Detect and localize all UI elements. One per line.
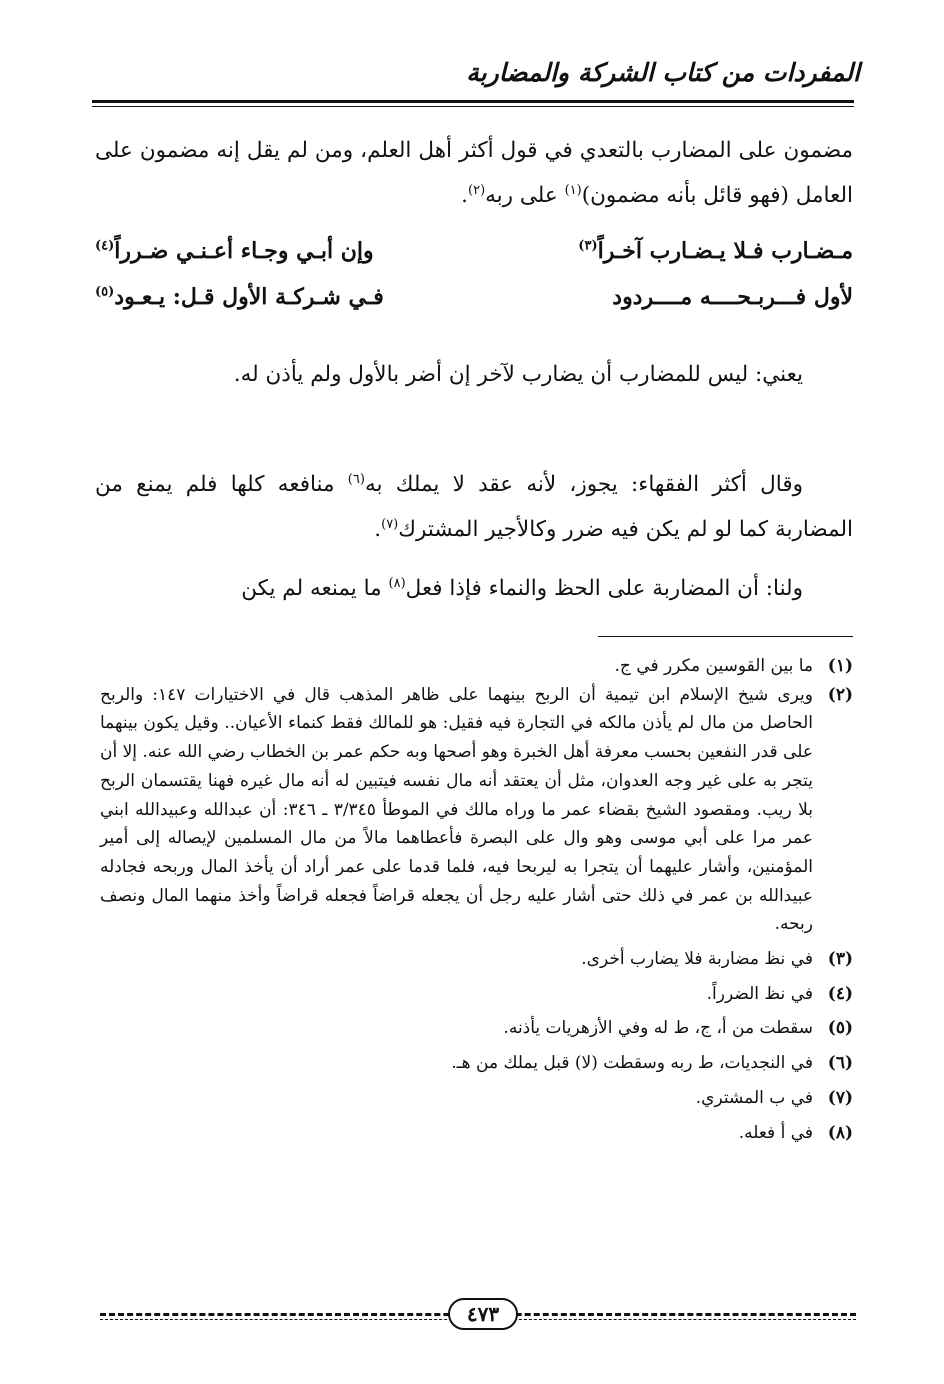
page-number: ٤٧٣ <box>448 1298 518 1330</box>
footnote-item: (٦) في النجديات، ط ربه وسقطت (لا) قبل يملك من هـ. <box>451 1053 853 1074</box>
footnote-item: (٨) في أ فعله. <box>738 1122 853 1143</box>
paragraph-argument: ولنا: أن المضاربة على الحظ والنماء فإذا فعل$^{(٨)}$ ما يمنعه لم يكن <box>241 575 803 601</box>
footnote-item: (٥) سقطت من أ، ج، ط له وفي الأزهريات يأذنه. <box>503 1018 853 1039</box>
paragraph-text: على ربه <box>485 183 565 208</box>
footnote-separator <box>598 636 853 637</box>
paragraph-jurists: وقال أكثر الفقهاء: يجوز، لأنه عقد لا يملك به$^{(٦)}$ منافعه كلها فلم يمنع من المضاربة كما لو لم يكن فيه ضرر وكالأجير المشترك$^{(٧)}$. <box>95 471 853 542</box>
footnote-ref: (٧) <box>381 516 399 532</box>
footnote-ref: (٣) <box>578 238 598 254</box>
footnote-ref: (٢) <box>468 182 486 198</box>
footnote-ref: (٦) <box>347 471 365 487</box>
page-footer <box>100 1296 856 1332</box>
running-header-title: المفردات من كتاب الشركة والمضاربة <box>466 58 860 87</box>
header-rule-top <box>92 100 854 103</box>
verse-2-first-hemistich: لأول فـــربـحــــه مــــردود <box>612 284 853 310</box>
verse-1 <box>95 238 853 284</box>
paragraph-explanation <box>95 352 853 397</box>
footnote-item: (٣) في نظ مضاربة فلا يضارب أخرى. <box>581 949 853 970</box>
footnote-item: (٧) في ب المشتري. <box>695 1087 853 1108</box>
footnote-item: (٢) ويرى شيخ الإسلام ابن تيمية أن الربح بينهما على ظاهر المذهب قال في الاختيارات ١٤٧: والربح الحاصل من مال لم يأذن مالكه في التجارة فيه فقيل: هو للمالك فقط كنماء الأعيان.. وقيل يكون بينهما على قدر النفعين بحسب معرفة أهل الخبرة وهو أصحها وبه حكم عمر بن الخطاب رضي الله عنه. إلا أن يتجر به على غير وجه العدوان، مثل أن يعتقد أنه مال نفسه فيتبين له أنه مال غيره فهنا يقتسمان الربح بلا ريب. ومقصود الشيخ بقضاء عمر ما وراه مالك في الموطأ ٣/٣٤٥ ـ ٣٤٦: أن عبدالله وعبيدالله ابني عمر مرا على أبي موسى وهو وال على البصرة فأعطاهما مالاً من مال المسلمين لإيصاله إلى أمير المؤمنين، وأشار عليهما أن يتجرا به ليربحا فيه، فلما قدما على عمر أراد أن يأخذ المال وربحه فجادله عبيدالله بن عمر في ذلك حتى أشار عليه رجل أن يجعله قراضاً فجعله قراضاً وأخذ منهما المال ونصف ربحه. <box>100 684 853 935</box>
footnote-ref: (٤) <box>95 238 115 254</box>
paragraph-text: . <box>461 183 468 208</box>
poem-verses <box>95 238 853 330</box>
footnotes <box>100 652 853 1147</box>
paragraph-1 <box>95 128 853 218</box>
verse-2-second-hemistich: فـي شـركـة الأول قـل: يـعـود$^{(٥)}$ <box>95 284 384 310</box>
paragraph-text: يعني: ليس للمضارب أن يضارب لآخر إن أضر بالأول ولم يأذن له. <box>233 362 803 387</box>
footnote-item: (١) ما بين القوسين مكرر في ج. <box>614 656 853 676</box>
verse-1-second-hemistich: وإن أبـي وجـاء أعـنـي ضـرراً$^{(٤)}$ <box>95 238 374 264</box>
paragraph-text: مضمون على المضارب بالتعدي في قول أكثر أهل العلم، ومن لم يقل إنه مضمون على العامل (فهو قائل بأنه مضمون) <box>95 138 853 208</box>
verse-2 <box>95 284 853 330</box>
footnote-ref: (١) <box>564 182 582 198</box>
verse-1-first-hemistich: مـضـارب فـلا يـضـارب آخـراً$^{(٣)}$ <box>578 238 853 264</box>
header-rule-bottom <box>92 106 854 107</box>
footnote-item: (٤) في نظ الضرراً. <box>706 983 853 1004</box>
footnote-ref: (٨) <box>388 575 406 591</box>
footnote-ref: (٥) <box>95 284 115 300</box>
